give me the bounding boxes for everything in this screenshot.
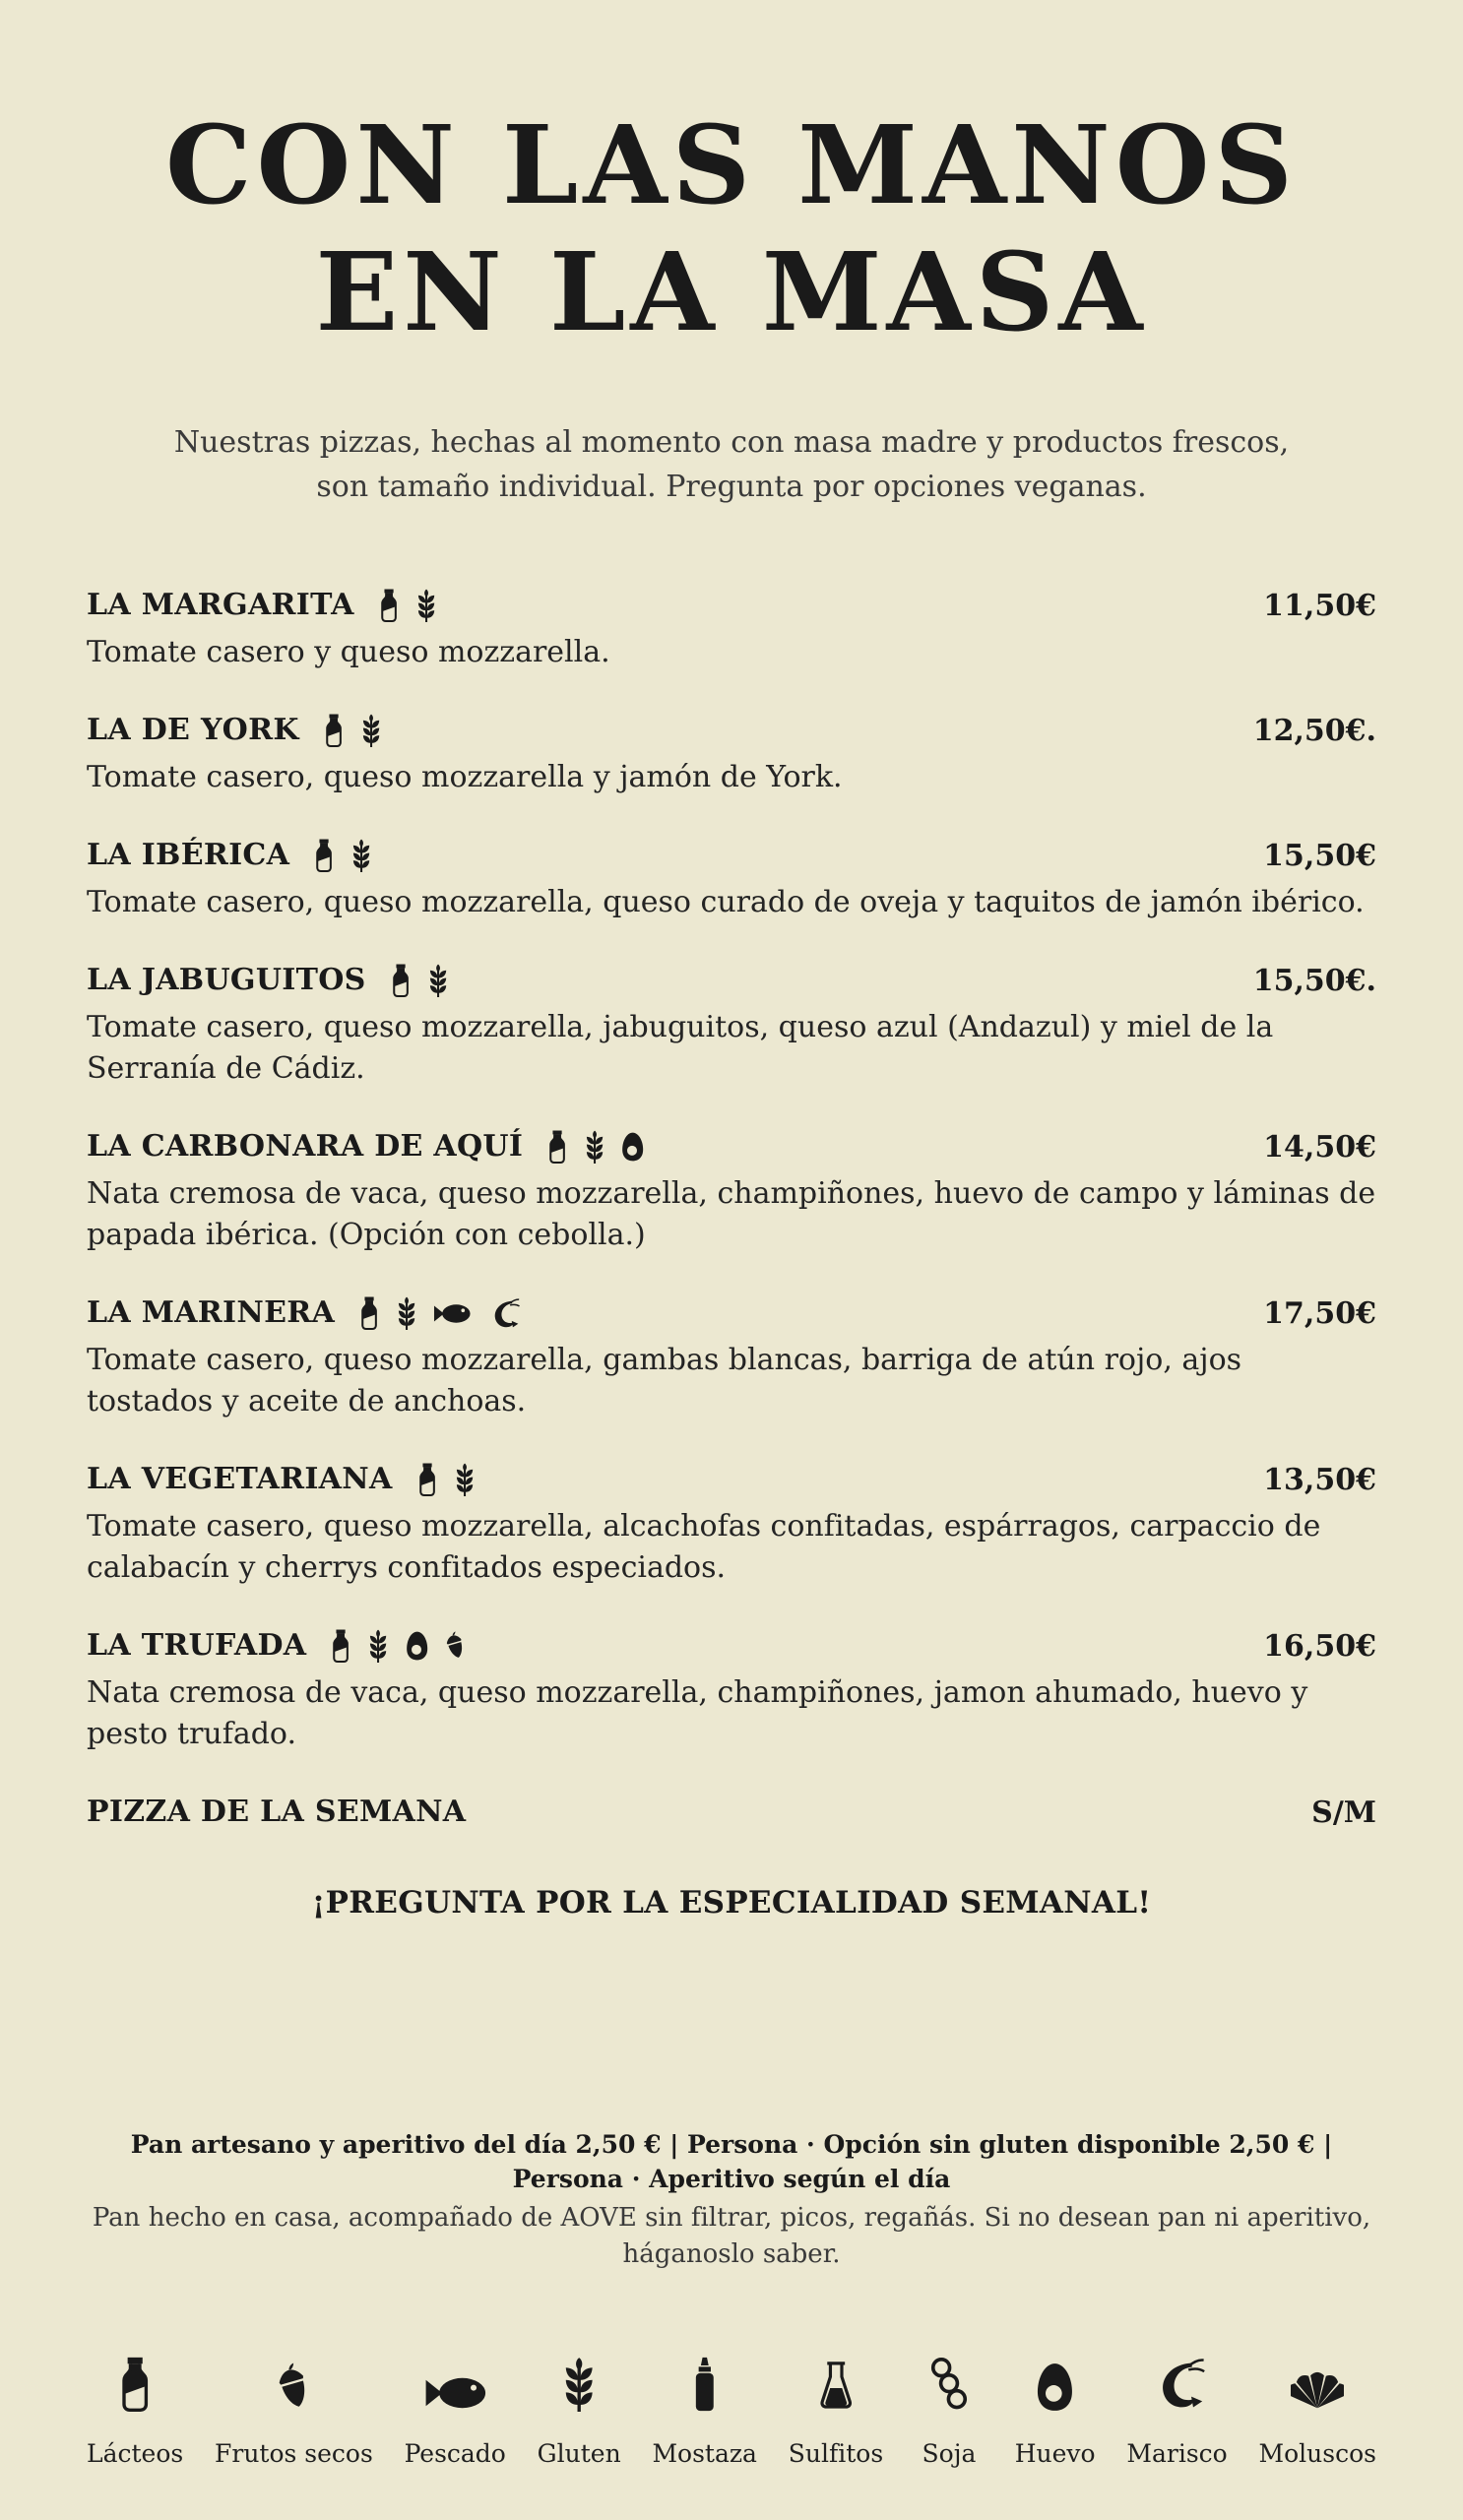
item-name: LA IBÉRICA xyxy=(87,838,290,873)
page-title-line2: EN LA MASA xyxy=(315,227,1148,355)
legend-label: Pescado xyxy=(404,2439,506,2469)
legend-item-huevo xyxy=(1015,2355,1096,2468)
page-title-line1: CON LAS MANOS xyxy=(165,101,1298,228)
legend-label: Sulfitos xyxy=(788,2439,884,2469)
menu-item-york xyxy=(87,713,1376,798)
item-description: Tomate casero, queso mozzarella y jamón de York. xyxy=(87,760,843,795)
wheat-icon xyxy=(584,1130,605,1164)
item-name: LA JABUGUITOS xyxy=(87,963,366,998)
item-head xyxy=(87,1628,1376,1664)
wheat-icon xyxy=(396,1296,417,1330)
egg-icon xyxy=(621,1132,644,1162)
wheat-icon xyxy=(367,1629,389,1663)
item-description: Tomate casero, queso mozzarella, gambas blancas, barriga de atún rojo, ajos tostados y aceite de anchoas. xyxy=(87,1343,1242,1419)
page-subtitle-line1: Nuestras pizzas, hechas al momento con masa madre y productos frescos, xyxy=(173,425,1290,461)
milk-bottle-icon xyxy=(330,1629,351,1663)
menu-item-jabuguitos xyxy=(87,963,1376,1090)
item-name: LA CARBONARA DE AQUÍ xyxy=(87,1129,524,1165)
item-name: PIZZA DE LA SEMANA xyxy=(87,1795,467,1830)
bread-info-regular: Pan hecho en casa, acompañado de AOVE sin filtrar, picos, regañás. Si no desean pan ni aperitivo, háganoslo saber. xyxy=(92,2203,1371,2269)
item-description: Tomate casero y queso mozzarella. xyxy=(87,635,610,670)
legend-item-soja xyxy=(915,2355,984,2468)
legend-item-marisco xyxy=(1126,2355,1227,2468)
item-head xyxy=(87,1462,1376,1497)
legend-label: Soja xyxy=(922,2439,977,2469)
menu-item-trufada xyxy=(87,1628,1376,1755)
wheat-icon xyxy=(360,714,382,747)
wheat-icon xyxy=(427,964,449,997)
milk-bottle-icon xyxy=(313,839,335,872)
item-price: 11,50€ xyxy=(1263,588,1376,623)
item-name: LA DE YORK xyxy=(87,713,299,748)
item-description: Tomate casero, queso mozzarella, queso curado de oveja y taquitos de jamón ibérico. xyxy=(87,885,1365,920)
menu-item-marinera xyxy=(87,1295,1376,1422)
legend-label: Lácteos xyxy=(87,2439,184,2469)
milk-bottle-icon xyxy=(416,1463,438,1496)
legend-item-lacteos xyxy=(87,2355,183,2468)
milk-bottle-icon xyxy=(378,589,400,622)
legend-label: Moluscos xyxy=(1258,2439,1376,2469)
mustard-bottle-icon xyxy=(688,2355,722,2412)
item-head xyxy=(87,713,1376,748)
legend-label: Huevo xyxy=(1014,2439,1096,2469)
allergen-legend xyxy=(87,2355,1376,2468)
weekly-special-note: ¡PREGUNTA POR LA ESPECIALIDAD SEMANAL! xyxy=(311,1885,1152,1922)
wheat-icon xyxy=(415,589,437,622)
page-subtitle-line2: son tamaño individual. Pregunta por opciones veganas. xyxy=(316,470,1147,505)
menu-item-pizza-semana xyxy=(87,1795,1376,1830)
item-description: Nata cremosa de vaca, queso mozzarella, champiñones, jamon ahumado, huevo y pesto trufado. xyxy=(87,1675,1308,1752)
item-price: 13,50€ xyxy=(1263,1462,1376,1497)
item-price: 14,50€ xyxy=(1263,1129,1376,1165)
flask-icon xyxy=(816,2355,856,2412)
legend-label: Frutos secos xyxy=(215,2439,373,2469)
page-title xyxy=(87,102,1376,355)
item-name: LA MARINERA xyxy=(87,1295,336,1331)
menu-item-carbonara xyxy=(87,1129,1376,1256)
legend-label: Gluten xyxy=(537,2439,621,2469)
item-allergen-icons xyxy=(546,1130,645,1164)
bread-info xyxy=(87,2127,1376,2272)
acorn-icon xyxy=(275,2355,312,2412)
menu-item-iberica xyxy=(87,838,1376,923)
item-price: 17,50€ xyxy=(1263,1295,1376,1331)
pizza-menu-list xyxy=(87,588,1376,1921)
fish-icon xyxy=(424,2355,486,2412)
item-description: Tomate casero, queso mozzarella, jabuguitos, queso azul (Andazul) y miel de la Serranía de Cádiz. xyxy=(87,1010,1274,1087)
menu-item-vegetariana xyxy=(87,1462,1376,1589)
item-price: S/M xyxy=(1311,1795,1376,1830)
legend-item-mostaza xyxy=(652,2355,757,2468)
item-allergen-icons xyxy=(358,1296,520,1330)
item-name: LA VEGETARIANA xyxy=(87,1462,393,1497)
item-head xyxy=(87,1129,1376,1165)
item-description: Nata cremosa de vaca, queso mozzarella, champiñones, huevo de campo y láminas de papada ibérica. (Opción con cebolla.) xyxy=(87,1176,1376,1253)
legend-label: Mostaza xyxy=(652,2439,757,2469)
item-allergen-icons xyxy=(313,839,372,872)
milk-bottle-icon xyxy=(546,1130,568,1164)
shrimp-icon xyxy=(1150,2355,1205,2412)
item-name: LA MARGARITA xyxy=(87,588,354,623)
item-head xyxy=(87,838,1376,873)
item-head xyxy=(87,1795,1376,1830)
milk-bottle-icon xyxy=(117,2355,153,2412)
item-price: 15,50€ xyxy=(1263,838,1376,873)
page-header xyxy=(87,102,1376,509)
milk-bottle-icon xyxy=(323,714,345,747)
egg-icon xyxy=(1036,2355,1074,2412)
item-price: 15,50€. xyxy=(1252,963,1376,998)
page-subtitle xyxy=(87,420,1376,509)
wheat-icon xyxy=(350,839,372,872)
legend-label: Marisco xyxy=(1126,2439,1228,2469)
scallop-shell-icon xyxy=(1291,2355,1344,2412)
fish-icon xyxy=(433,1302,471,1325)
milk-bottle-icon xyxy=(390,964,412,997)
legend-item-frutos-secos xyxy=(215,2355,373,2468)
item-allergen-icons xyxy=(416,1463,476,1496)
shrimp-icon xyxy=(487,1297,520,1330)
item-name: LA TRUFADA xyxy=(87,1628,307,1664)
bread-info-bold: Pan artesano y aperitivo del día 2,50 € | Persona · Opción sin gluten disponible 2,50 € | Persona · Aperitivo según el día xyxy=(130,2130,1333,2194)
legend-item-moluscos xyxy=(1259,2355,1376,2468)
item-allergen-icons xyxy=(330,1629,466,1663)
item-price: 12,50€. xyxy=(1252,713,1376,748)
item-head xyxy=(87,1295,1376,1331)
item-price: 16,50€ xyxy=(1263,1628,1376,1664)
menu-item-margarita xyxy=(87,588,1376,673)
acorn-icon xyxy=(444,1631,467,1661)
wheat-icon xyxy=(454,1463,476,1496)
milk-bottle-icon xyxy=(358,1296,380,1330)
item-allergen-icons xyxy=(378,589,437,622)
legend-item-gluten xyxy=(538,2355,621,2468)
legend-item-pescado xyxy=(405,2355,506,2468)
item-head xyxy=(87,963,1376,998)
item-allergen-icons xyxy=(323,714,382,747)
item-head xyxy=(87,588,1376,623)
wheat-icon xyxy=(561,2355,597,2412)
item-allergen-icons xyxy=(390,964,449,997)
soy-pod-icon xyxy=(928,2355,970,2412)
item-description: Tomate casero, queso mozzarella, alcachofas confitadas, espárragos, carpaccio de calabacín y cherrys confitados especiados. xyxy=(87,1509,1321,1586)
legend-item-sulfitos xyxy=(789,2355,883,2468)
egg-icon xyxy=(406,1631,428,1661)
